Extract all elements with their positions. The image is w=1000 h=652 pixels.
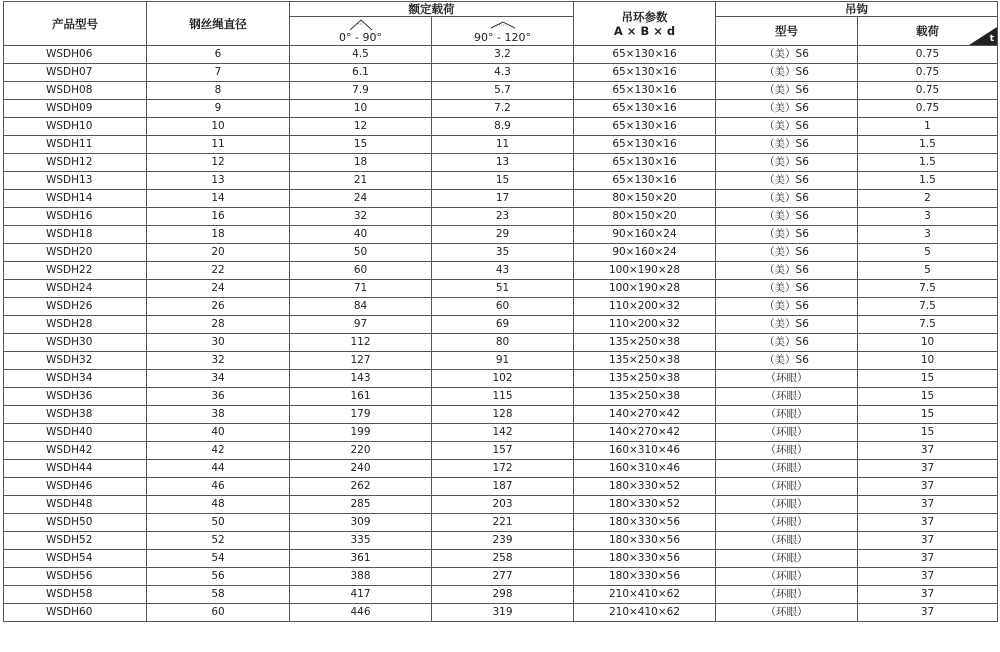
cell-load-90-120: 319 bbox=[432, 604, 574, 622]
sling-angle-icon bbox=[489, 18, 517, 32]
table-row bbox=[4, 244, 998, 262]
cell-ring-params: 65×130×16 bbox=[574, 154, 716, 172]
cell-diameter: 48 bbox=[147, 496, 290, 514]
cell-hook-load: 5 bbox=[858, 244, 998, 262]
table-row bbox=[4, 442, 998, 460]
cell-ring-params: 180×330×56 bbox=[574, 532, 716, 550]
cell-hook-type: （美）S6 bbox=[716, 316, 858, 334]
cell-diameter: 7 bbox=[147, 64, 290, 82]
cell-load-0-90: 50 bbox=[290, 244, 432, 262]
table-row bbox=[4, 316, 998, 334]
cell-ring-params: 135×250×38 bbox=[574, 388, 716, 406]
cell-load-90-120: 298 bbox=[432, 586, 574, 604]
table-row bbox=[4, 64, 998, 82]
hook-load-label: 载荷 bbox=[916, 24, 939, 38]
cell-ring-params: 140×270×42 bbox=[574, 406, 716, 424]
cell-model: WSDH12 bbox=[4, 154, 147, 172]
table-row bbox=[4, 478, 998, 496]
cell-diameter: 16 bbox=[147, 208, 290, 226]
cell-load-90-120: 102 bbox=[432, 370, 574, 388]
cell-diameter: 10 bbox=[147, 118, 290, 136]
cell-hook-type: （环眼） bbox=[716, 604, 858, 622]
table-row bbox=[4, 172, 998, 190]
cell-load-90-120: 221 bbox=[432, 514, 574, 532]
cell-load-90-120: 91 bbox=[432, 352, 574, 370]
cell-hook-type: （美）S6 bbox=[716, 136, 858, 154]
cell-model: WSDH11 bbox=[4, 136, 147, 154]
table-row bbox=[4, 532, 998, 550]
cell-load-0-90: 6.1 bbox=[290, 64, 432, 82]
cell-load-90-120: 51 bbox=[432, 280, 574, 298]
cell-hook-load: 15 bbox=[858, 370, 998, 388]
cell-diameter: 40 bbox=[147, 424, 290, 442]
cell-load-90-120: 4.3 bbox=[432, 64, 574, 82]
cell-load-0-90: 15 bbox=[290, 136, 432, 154]
cell-load-0-90: 60 bbox=[290, 262, 432, 280]
table-row bbox=[4, 568, 998, 586]
table-row bbox=[4, 514, 998, 532]
cell-hook-type: （美）S6 bbox=[716, 334, 858, 352]
table-row bbox=[4, 586, 998, 604]
cell-load-0-90: 335 bbox=[290, 532, 432, 550]
hook-load-unit: t bbox=[989, 34, 994, 44]
cell-hook-type: （美）S6 bbox=[716, 46, 858, 64]
cell-hook-type: （美）S6 bbox=[716, 298, 858, 316]
cell-hook-type: （环眼） bbox=[716, 388, 858, 406]
cell-model: WSDH06 bbox=[4, 46, 147, 64]
cell-load-90-120: 13 bbox=[432, 154, 574, 172]
cell-ring-params: 100×190×28 bbox=[574, 262, 716, 280]
header-ring-params bbox=[574, 2, 716, 46]
sling-angle-icon bbox=[347, 18, 375, 32]
cell-load-90-120: 277 bbox=[432, 568, 574, 586]
table-row bbox=[4, 334, 998, 352]
cell-diameter: 6 bbox=[147, 46, 290, 64]
cell-load-0-90: 220 bbox=[290, 442, 432, 460]
cell-hook-load: 0.75 bbox=[858, 64, 998, 82]
cell-load-90-120: 128 bbox=[432, 406, 574, 424]
header-range-0-90 bbox=[290, 17, 432, 46]
cell-diameter: 34 bbox=[147, 370, 290, 388]
cell-diameter: 22 bbox=[147, 262, 290, 280]
cell-diameter: 14 bbox=[147, 190, 290, 208]
cell-ring-params: 65×130×16 bbox=[574, 136, 716, 154]
cell-model: WSDH42 bbox=[4, 442, 147, 460]
cell-model: WSDH30 bbox=[4, 334, 147, 352]
header-diameter: 钢丝绳直径 bbox=[147, 2, 290, 46]
cell-load-90-120: 69 bbox=[432, 316, 574, 334]
cell-ring-params: 160×310×46 bbox=[574, 460, 716, 478]
cell-hook-load: 7.5 bbox=[858, 280, 998, 298]
cell-load-0-90: 143 bbox=[290, 370, 432, 388]
cell-load-90-120: 15 bbox=[432, 172, 574, 190]
header-hook-type: 型号 bbox=[716, 17, 858, 46]
cell-ring-params: 65×130×16 bbox=[574, 82, 716, 100]
cell-load-90-120: 43 bbox=[432, 262, 574, 280]
cell-ring-params: 110×200×32 bbox=[574, 316, 716, 334]
cell-diameter: 18 bbox=[147, 226, 290, 244]
cell-load-0-90: 161 bbox=[290, 388, 432, 406]
cell-hook-load: 1 bbox=[858, 118, 998, 136]
cell-load-0-90: 12 bbox=[290, 118, 432, 136]
cell-diameter: 54 bbox=[147, 550, 290, 568]
cell-diameter: 58 bbox=[147, 586, 290, 604]
ring-params-formula: A × B × d bbox=[613, 23, 676, 38]
cell-model: WSDH40 bbox=[4, 424, 147, 442]
cell-load-0-90: 10 bbox=[290, 100, 432, 118]
header-hook-load bbox=[858, 17, 998, 46]
cell-hook-type: （美）S6 bbox=[716, 64, 858, 82]
cell-load-90-120: 35 bbox=[432, 244, 574, 262]
cell-ring-params: 65×130×16 bbox=[574, 172, 716, 190]
cell-hook-type: （环眼） bbox=[716, 406, 858, 424]
cell-diameter: 44 bbox=[147, 460, 290, 478]
table-row bbox=[4, 604, 998, 622]
cell-load-90-120: 17 bbox=[432, 190, 574, 208]
cell-load-90-120: 157 bbox=[432, 442, 574, 460]
cell-hook-type: （环眼） bbox=[716, 586, 858, 604]
cell-hook-type: （环眼） bbox=[716, 442, 858, 460]
cell-load-0-90: 71 bbox=[290, 280, 432, 298]
cell-hook-load: 37 bbox=[858, 604, 998, 622]
cell-load-0-90: 97 bbox=[290, 316, 432, 334]
cell-hook-type: （美）S6 bbox=[716, 262, 858, 280]
cell-ring-params: 80×150×20 bbox=[574, 190, 716, 208]
cell-hook-load: 37 bbox=[858, 532, 998, 550]
cell-model: WSDH54 bbox=[4, 550, 147, 568]
cell-diameter: 28 bbox=[147, 316, 290, 334]
cell-hook-load: 1.5 bbox=[858, 172, 998, 190]
table-row bbox=[4, 226, 998, 244]
range-0-90-label: 0° - 90° bbox=[339, 31, 382, 44]
cell-diameter: 12 bbox=[147, 154, 290, 172]
cell-hook-type: （美）S6 bbox=[716, 190, 858, 208]
cell-hook-load: 1.5 bbox=[858, 154, 998, 172]
table-row bbox=[4, 46, 998, 64]
cell-model: WSDH20 bbox=[4, 244, 147, 262]
cell-diameter: 38 bbox=[147, 406, 290, 424]
cell-ring-params: 180×330×56 bbox=[574, 514, 716, 532]
cell-load-90-120: 11 bbox=[432, 136, 574, 154]
cell-hook-load: 37 bbox=[858, 442, 998, 460]
cell-ring-params: 140×270×42 bbox=[574, 424, 716, 442]
cell-ring-params: 65×130×16 bbox=[574, 64, 716, 82]
cell-load-90-120: 258 bbox=[432, 550, 574, 568]
cell-ring-params: 100×190×28 bbox=[574, 280, 716, 298]
cell-load-0-90: 285 bbox=[290, 496, 432, 514]
cell-ring-params: 90×160×24 bbox=[574, 226, 716, 244]
cell-hook-type: （环眼） bbox=[716, 460, 858, 478]
cell-ring-params: 110×200×32 bbox=[574, 298, 716, 316]
cell-model: WSDH60 bbox=[4, 604, 147, 622]
table-row bbox=[4, 460, 998, 478]
cell-load-90-120: 29 bbox=[432, 226, 574, 244]
cell-load-0-90: 127 bbox=[290, 352, 432, 370]
header-range-90-120 bbox=[432, 17, 574, 46]
cell-load-90-120: 80 bbox=[432, 334, 574, 352]
cell-diameter: 60 bbox=[147, 604, 290, 622]
table-header bbox=[4, 2, 998, 46]
cell-load-0-90: 262 bbox=[290, 478, 432, 496]
cell-model: WSDH38 bbox=[4, 406, 147, 424]
cell-load-0-90: 199 bbox=[290, 424, 432, 442]
cell-diameter: 52 bbox=[147, 532, 290, 550]
cell-hook-load: 1.5 bbox=[858, 136, 998, 154]
cell-model: WSDH56 bbox=[4, 568, 147, 586]
cell-ring-params: 65×130×16 bbox=[574, 100, 716, 118]
cell-diameter: 26 bbox=[147, 298, 290, 316]
table-row bbox=[4, 262, 998, 280]
cell-model: WSDH18 bbox=[4, 226, 147, 244]
cell-ring-params: 210×410×62 bbox=[574, 604, 716, 622]
table-row bbox=[4, 352, 998, 370]
cell-load-90-120: 172 bbox=[432, 460, 574, 478]
cell-hook-type: （环眼） bbox=[716, 532, 858, 550]
cell-hook-type: （美）S6 bbox=[716, 280, 858, 298]
cell-hook-type: （美）S6 bbox=[716, 208, 858, 226]
cell-hook-load: 37 bbox=[858, 586, 998, 604]
cell-ring-params: 180×330×56 bbox=[574, 550, 716, 568]
cell-load-90-120: 60 bbox=[432, 298, 574, 316]
cell-diameter: 46 bbox=[147, 478, 290, 496]
cell-load-0-90: 7.9 bbox=[290, 82, 432, 100]
cell-hook-load: 37 bbox=[858, 496, 998, 514]
cell-hook-load: 37 bbox=[858, 514, 998, 532]
cell-load-0-90: 24 bbox=[290, 190, 432, 208]
cell-diameter: 30 bbox=[147, 334, 290, 352]
cell-load-0-90: 388 bbox=[290, 568, 432, 586]
cell-hook-type: （美）S6 bbox=[716, 226, 858, 244]
cell-model: WSDH28 bbox=[4, 316, 147, 334]
cell-model: WSDH07 bbox=[4, 64, 147, 82]
table-row bbox=[4, 208, 998, 226]
table-row bbox=[4, 154, 998, 172]
cell-hook-load: 15 bbox=[858, 424, 998, 442]
cell-hook-type: （美）S6 bbox=[716, 118, 858, 136]
table-body bbox=[4, 46, 998, 622]
table-row bbox=[4, 100, 998, 118]
cell-diameter: 56 bbox=[147, 568, 290, 586]
cell-ring-params: 65×130×16 bbox=[574, 118, 716, 136]
cell-model: WSDH10 bbox=[4, 118, 147, 136]
cell-hook-load: 5 bbox=[858, 262, 998, 280]
table-row bbox=[4, 190, 998, 208]
cell-model: WSDH50 bbox=[4, 514, 147, 532]
cell-model: WSDH08 bbox=[4, 82, 147, 100]
cell-hook-type: （环眼） bbox=[716, 370, 858, 388]
range-90-120-label: 90° - 120° bbox=[474, 31, 531, 44]
cell-hook-load: 3 bbox=[858, 208, 998, 226]
cell-hook-load: 10 bbox=[858, 352, 998, 370]
header-rated-load: 额定载荷 bbox=[290, 2, 574, 17]
cell-model: WSDH58 bbox=[4, 586, 147, 604]
cell-diameter: 42 bbox=[147, 442, 290, 460]
cell-diameter: 36 bbox=[147, 388, 290, 406]
cell-load-0-90: 4.5 bbox=[290, 46, 432, 64]
cell-ring-params: 135×250×38 bbox=[574, 352, 716, 370]
cell-ring-params: 180×330×52 bbox=[574, 496, 716, 514]
cell-model: WSDH32 bbox=[4, 352, 147, 370]
cell-hook-load: 7.5 bbox=[858, 316, 998, 334]
cell-hook-type: （美）S6 bbox=[716, 244, 858, 262]
cell-hook-load: 0.75 bbox=[858, 82, 998, 100]
table-row bbox=[4, 136, 998, 154]
cell-model: WSDH22 bbox=[4, 262, 147, 280]
cell-model: WSDH36 bbox=[4, 388, 147, 406]
cell-hook-type: （环眼） bbox=[716, 496, 858, 514]
cell-hook-type: （环眼） bbox=[716, 478, 858, 496]
header-hook: 吊钩 bbox=[716, 2, 998, 17]
cell-load-0-90: 446 bbox=[290, 604, 432, 622]
cell-ring-params: 210×410×62 bbox=[574, 586, 716, 604]
cell-model: WSDH52 bbox=[4, 532, 147, 550]
table-row bbox=[4, 388, 998, 406]
cell-diameter: 9 bbox=[147, 100, 290, 118]
cell-ring-params: 65×130×16 bbox=[574, 46, 716, 64]
cell-hook-type: （美）S6 bbox=[716, 154, 858, 172]
cell-diameter: 11 bbox=[147, 136, 290, 154]
cell-load-0-90: 32 bbox=[290, 208, 432, 226]
cell-ring-params: 80×150×20 bbox=[574, 208, 716, 226]
cell-hook-type: （环眼） bbox=[716, 568, 858, 586]
cell-load-90-120: 203 bbox=[432, 496, 574, 514]
ring-params-title: 吊环参数 bbox=[621, 9, 668, 24]
cell-hook-type: （美）S6 bbox=[716, 352, 858, 370]
cell-load-90-120: 142 bbox=[432, 424, 574, 442]
cell-load-0-90: 21 bbox=[290, 172, 432, 190]
cell-ring-params: 135×250×38 bbox=[574, 370, 716, 388]
cell-load-0-90: 361 bbox=[290, 550, 432, 568]
cell-hook-type: （美）S6 bbox=[716, 82, 858, 100]
cell-ring-params: 90×160×24 bbox=[574, 244, 716, 262]
cell-load-0-90: 309 bbox=[290, 514, 432, 532]
table-row bbox=[4, 298, 998, 316]
cell-hook-load: 7.5 bbox=[858, 298, 998, 316]
cell-model: WSDH24 bbox=[4, 280, 147, 298]
header-model: 产品型号 bbox=[4, 2, 147, 46]
cell-hook-load: 37 bbox=[858, 460, 998, 478]
cell-ring-params: 135×250×38 bbox=[574, 334, 716, 352]
cell-load-0-90: 240 bbox=[290, 460, 432, 478]
cell-load-90-120: 7.2 bbox=[432, 100, 574, 118]
cell-model: WSDH44 bbox=[4, 460, 147, 478]
cell-hook-type: （美）S6 bbox=[716, 172, 858, 190]
table-row bbox=[4, 370, 998, 388]
cell-model: WSDH46 bbox=[4, 478, 147, 496]
table-row bbox=[4, 280, 998, 298]
cell-hook-load: 37 bbox=[858, 478, 998, 496]
cell-load-90-120: 8.9 bbox=[432, 118, 574, 136]
cell-load-0-90: 84 bbox=[290, 298, 432, 316]
cell-hook-type: （环眼） bbox=[716, 550, 858, 568]
cell-hook-type: （环眼） bbox=[716, 424, 858, 442]
cell-load-90-120: 23 bbox=[432, 208, 574, 226]
cell-hook-load: 15 bbox=[858, 388, 998, 406]
cell-hook-load: 0.75 bbox=[858, 100, 998, 118]
cell-diameter: 50 bbox=[147, 514, 290, 532]
cell-hook-load: 15 bbox=[858, 406, 998, 424]
table-row bbox=[4, 496, 998, 514]
cell-hook-load: 2 bbox=[858, 190, 998, 208]
cell-load-0-90: 18 bbox=[290, 154, 432, 172]
cell-diameter: 13 bbox=[147, 172, 290, 190]
table-row bbox=[4, 424, 998, 442]
cell-load-90-120: 115 bbox=[432, 388, 574, 406]
cell-model: WSDH16 bbox=[4, 208, 147, 226]
table-row bbox=[4, 118, 998, 136]
cell-load-90-120: 5.7 bbox=[432, 82, 574, 100]
cell-diameter: 20 bbox=[147, 244, 290, 262]
cell-hook-load: 10 bbox=[858, 334, 998, 352]
spec-table bbox=[3, 1, 998, 622]
cell-load-0-90: 112 bbox=[290, 334, 432, 352]
cell-diameter: 8 bbox=[147, 82, 290, 100]
cell-load-90-120: 239 bbox=[432, 532, 574, 550]
cell-ring-params: 180×330×52 bbox=[574, 478, 716, 496]
cell-ring-params: 160×310×46 bbox=[574, 442, 716, 460]
cell-hook-type: （环眼） bbox=[716, 514, 858, 532]
cell-load-0-90: 417 bbox=[290, 586, 432, 604]
cell-model: WSDH14 bbox=[4, 190, 147, 208]
cell-model: WSDH13 bbox=[4, 172, 147, 190]
cell-model: WSDH26 bbox=[4, 298, 147, 316]
cell-hook-load: 37 bbox=[858, 568, 998, 586]
cell-hook-load: 3 bbox=[858, 226, 998, 244]
cell-model: WSDH34 bbox=[4, 370, 147, 388]
cell-load-90-120: 187 bbox=[432, 478, 574, 496]
cell-load-0-90: 40 bbox=[290, 226, 432, 244]
cell-hook-load: 37 bbox=[858, 550, 998, 568]
table-row bbox=[4, 82, 998, 100]
table-row bbox=[4, 406, 998, 424]
cell-hook-load: 0.75 bbox=[858, 46, 998, 64]
cell-diameter: 24 bbox=[147, 280, 290, 298]
cell-model: WSDH48 bbox=[4, 496, 147, 514]
cell-hook-type: （美）S6 bbox=[716, 100, 858, 118]
cell-load-0-90: 179 bbox=[290, 406, 432, 424]
cell-model: WSDH09 bbox=[4, 100, 147, 118]
cell-load-90-120: 3.2 bbox=[432, 46, 574, 64]
cell-diameter: 32 bbox=[147, 352, 290, 370]
table-row bbox=[4, 550, 998, 568]
cell-ring-params: 180×330×56 bbox=[574, 568, 716, 586]
